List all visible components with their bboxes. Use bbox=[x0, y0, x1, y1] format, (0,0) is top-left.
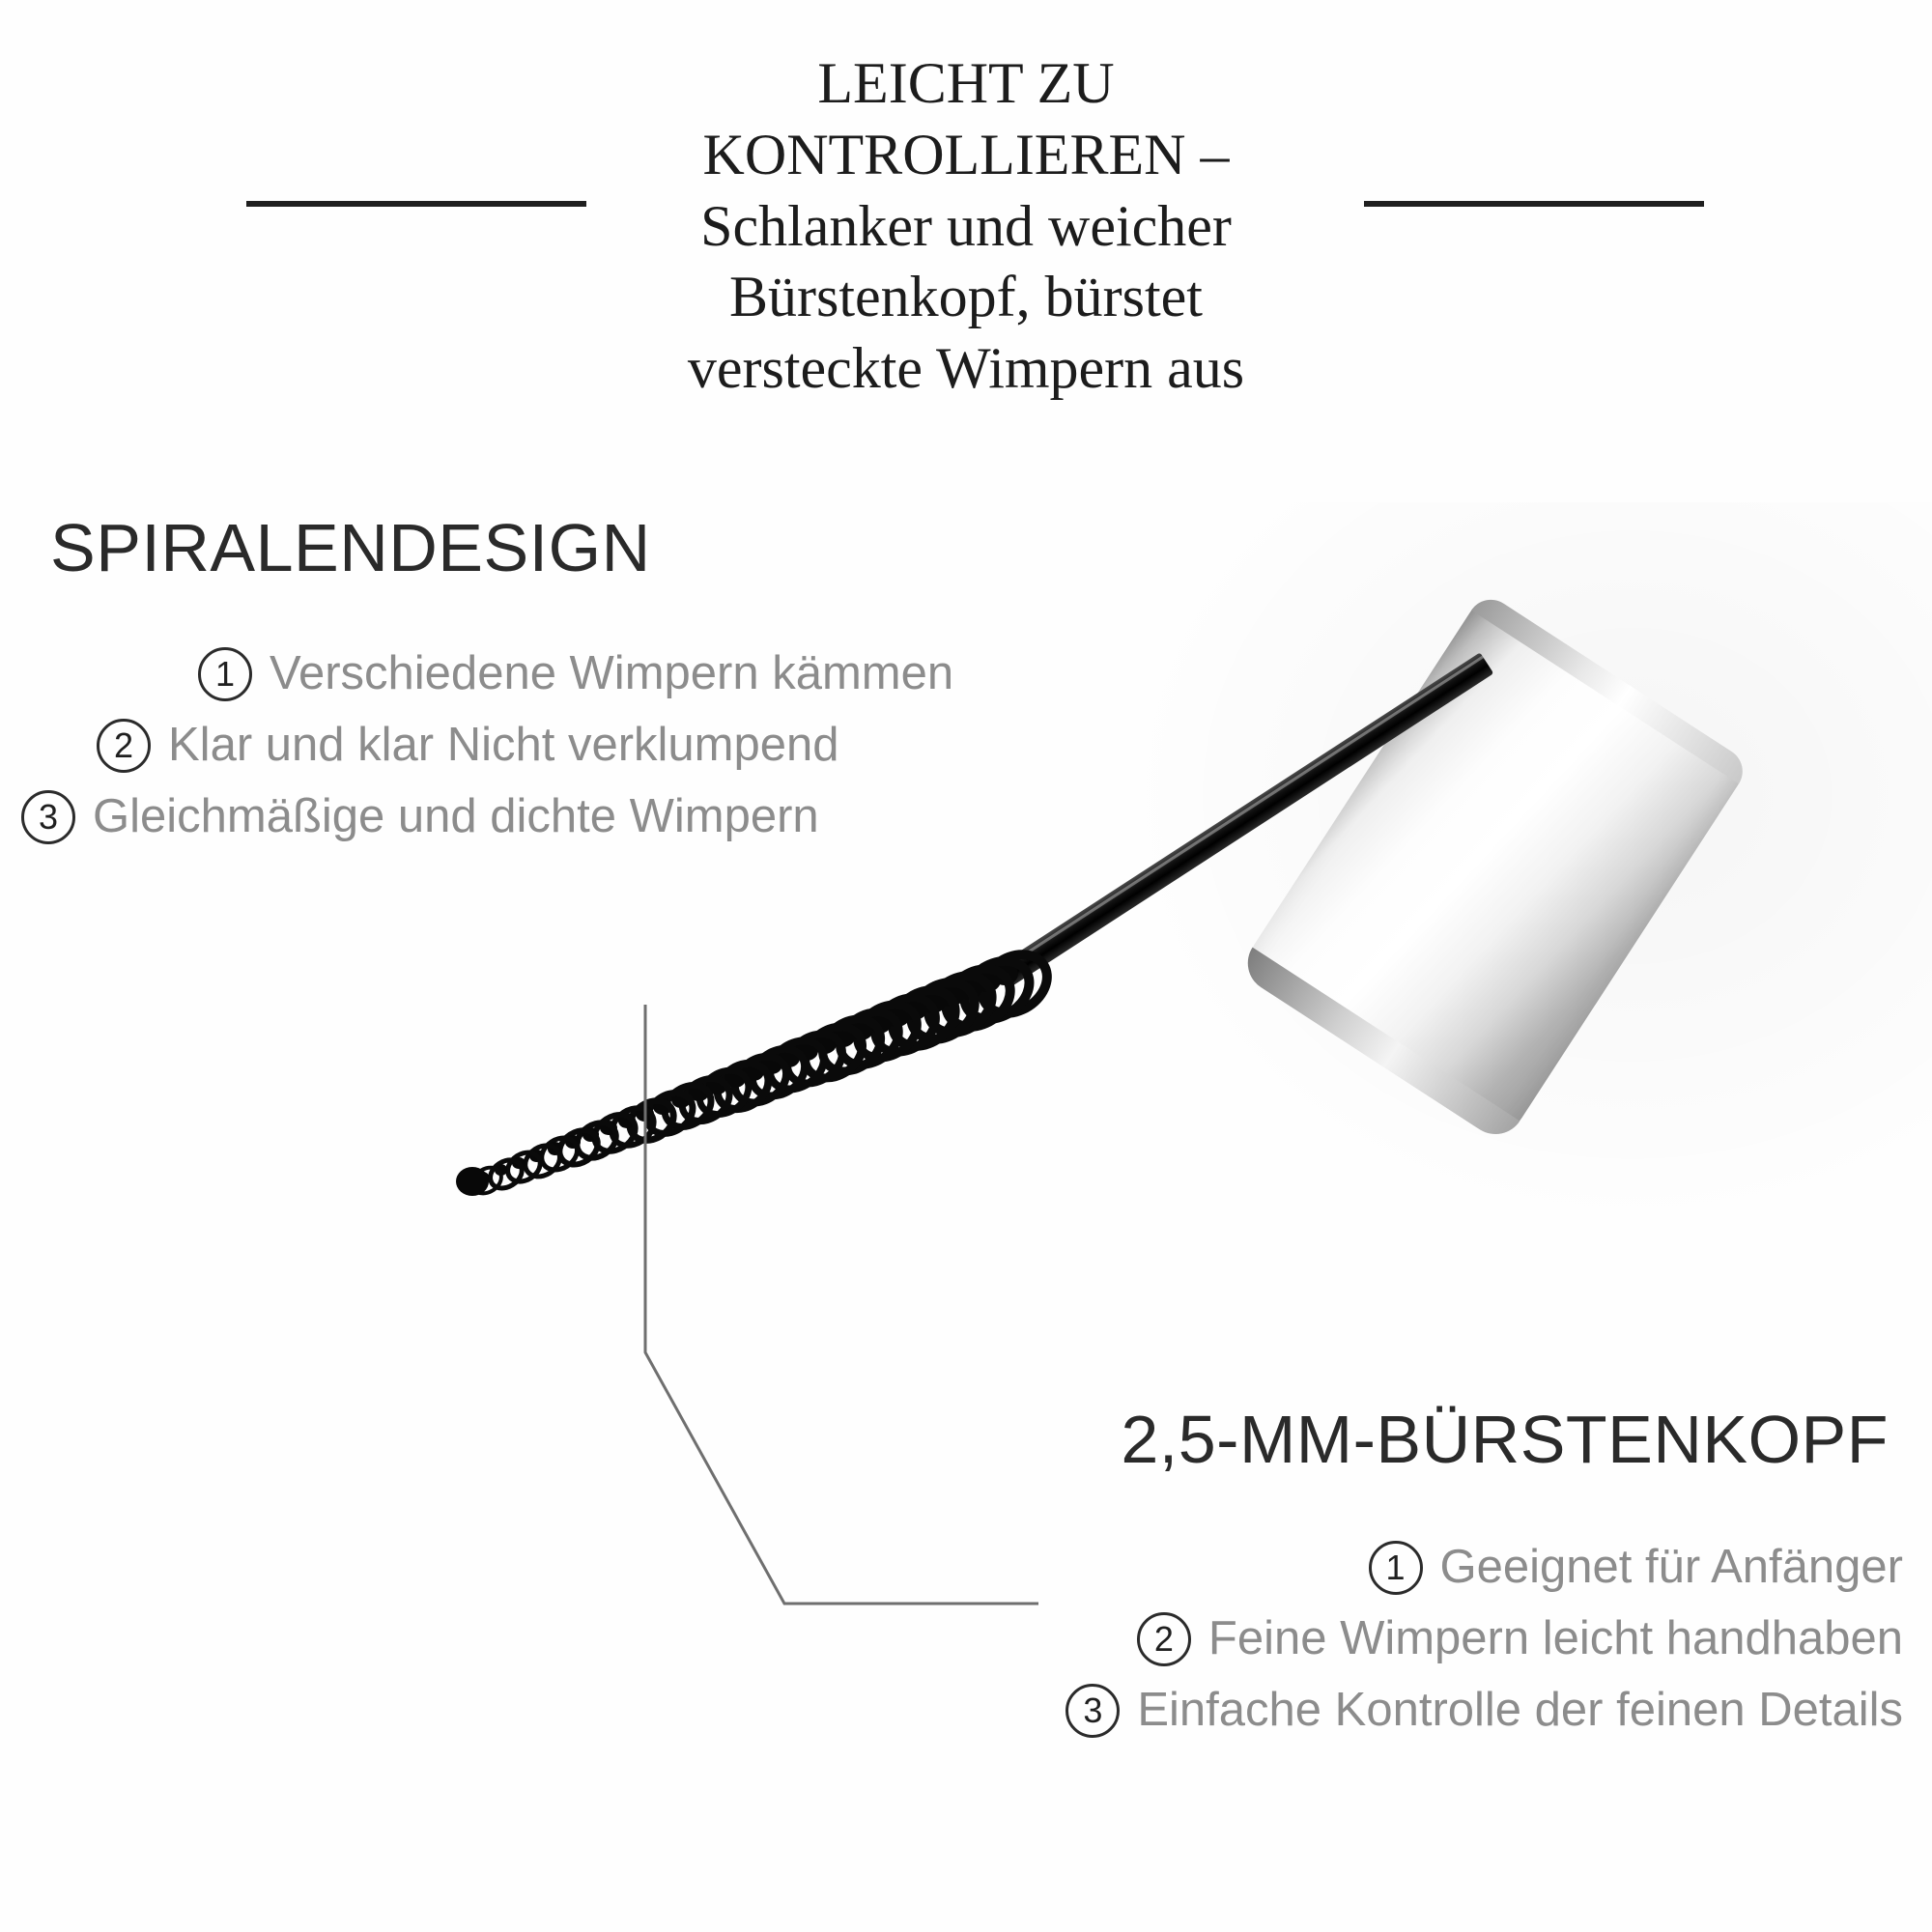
header-line-3: Schlanker und weicher bbox=[700, 193, 1232, 258]
list-number-icon: 2 bbox=[1137, 1612, 1191, 1666]
list-item-label: Gleichmäßige und dichte Wimpern bbox=[93, 790, 819, 843]
spiral-feature-list bbox=[0, 647, 1063, 862]
header-line-2: KONTROLLIEREN – bbox=[702, 122, 1230, 186]
list-number-icon: 1 bbox=[1369, 1541, 1423, 1595]
header-line-1: LEICHT ZU bbox=[817, 51, 1115, 115]
header-line-5: versteckte Wimpern aus bbox=[687, 336, 1245, 401]
header-title bbox=[541, 48, 1391, 405]
brush-tip bbox=[456, 1167, 489, 1196]
list-item bbox=[831, 1684, 1903, 1738]
list-item-label: Klar und klar Nicht verklumpend bbox=[168, 719, 839, 772]
list-number-icon: 3 bbox=[21, 790, 75, 844]
list-item bbox=[831, 1541, 1903, 1595]
list-item-label: Feine Wimpern leicht handhaben bbox=[1208, 1612, 1903, 1665]
list-item bbox=[831, 1612, 1903, 1666]
section-title-brush: 2,5-MM-BÜRSTENKOPF bbox=[1121, 1402, 1889, 1477]
list-item-label: Einfache Kontrolle der feinen Details bbox=[1137, 1684, 1903, 1737]
list-item-label: Verschiedene Wimpern kämmen bbox=[270, 647, 954, 700]
brush-head bbox=[1005, 974, 1006, 975]
list-number-icon: 3 bbox=[1065, 1684, 1120, 1738]
list-number-icon: 1 bbox=[198, 647, 252, 701]
brush-feature-list bbox=[831, 1541, 1903, 1755]
list-item bbox=[97, 719, 1063, 773]
header-block bbox=[0, 48, 1932, 454]
list-item bbox=[198, 647, 1063, 701]
list-number-icon: 2 bbox=[97, 719, 151, 773]
section-title-spiral: SPIRALENDESIGN bbox=[50, 510, 651, 585]
header-rule-left bbox=[246, 201, 586, 207]
list-item bbox=[21, 790, 1063, 844]
header-rule-right bbox=[1364, 201, 1704, 207]
header-line-4: Bürstenkopf, bürstet bbox=[729, 265, 1203, 329]
list-item-label: Geeignet für Anfänger bbox=[1439, 1541, 1903, 1594]
